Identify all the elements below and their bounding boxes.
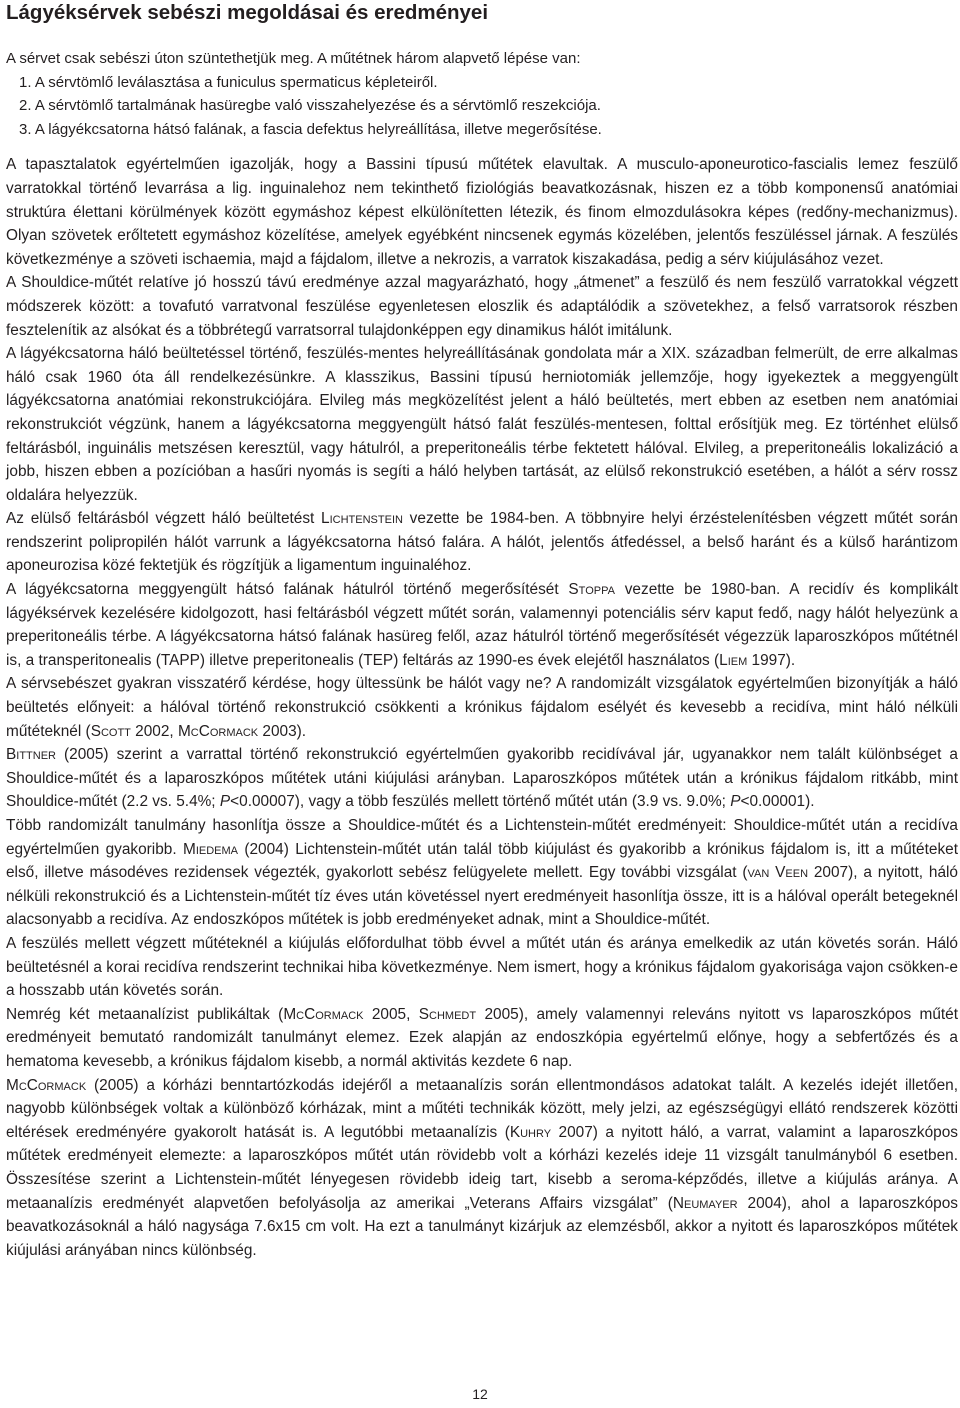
author-name: Miedema <box>183 840 238 858</box>
text-run: A tapasztalatok egyértelműen igazolják, hogy a Bassini típusú műtétek elavultak. A musculo-aponeurotico-fascialis lemez feszülő varratokkal történő levarrása a lig. inguinalehoz nem tekinthető fiziológiás beavatkozásnak, hiszen ez a több komponensű anatómiai struktúra élettani körülmények között egymáshoz képest elkülönítetten létezik, és finom elmozdulásokra képes (redőny-mechanizmus). Olyan szövetek erőltetett egymáshoz közelítése, amelyek egyébként nincsenek egymás közelében, jelentős feszüléssel járnak. A feszülés következménye a szöveti ischaemia, majd a fájdalom, illetve a nekrozis, a varratok kiszakadása, pedig a sérv kiújulásához vezet. <box>6 156 958 268</box>
paragraph <box>6 342 958 507</box>
text-run: <0.00001). <box>740 793 815 811</box>
author-name: Kuhry <box>509 1123 552 1141</box>
author-name: McCormack <box>177 722 259 740</box>
step-item: 3. A lágyékcsatorna hátsó falának, a fascia defektus helyreállítása, illetve megerősítése. <box>19 120 602 138</box>
author-name: Bittner <box>6 746 56 764</box>
text-run: (2005) szerint a varrattal történő rekonstrukció egyértelműen gyakoribb recidívával jár, ugyanakkor nem talált különbséget a Shouldice-műtét és a laparoszkópos műtétek utáni kiújulási arányban. Laparoszkópos műtétek után a krónikus fájdalom ritkább, mint Shouldice-műtét (2.2 vs. 5.4%; <box>6 746 958 811</box>
text-run: <0.00007), vagy a több feszülés mellett történő műtét után (3.9 vs. 9.0%; <box>230 793 731 811</box>
intro-section <box>6 47 958 141</box>
text-run: 2005, <box>363 1005 419 1023</box>
text-run: vezette be 1980-ban. A recidív és komplikált lágyéksérvek kezelésére kidolgozott, hasi feltárásból végzett műtét során, valamennyi potenciális sérv kaput fedő, nagy hálót helyezünk a preperitoneális térbe. A lágyékcsatorna hátsó falának hasüreg felől, azaz hátulról történő megerősítését végezzük laparoszkópos műtétnél is, a transperitonealis (TAPP) illetve preperitonealis (TEP) feltárás az 1990-es évek elejétől használatos ( <box>6 581 958 669</box>
steps-list <box>6 71 958 142</box>
text-run: A sérvsebészet gyakran visszatérő kérdése, hogy ültessünk be hálót vagy ne? A randomizált vizsgálatok egyértelműen bizonyítják a háló beültetés előnyeit: a hálóval történő rekonstrukció csökkenti a krónikus fájdalom esélyét és kevesebb a recidíva, mint háló nélküli műtéteknél ( <box>6 675 958 740</box>
text-run: 2007), a nyitott, háló nélküli rekonstrukció és a Lichtenstein-műtét tíz éves után követéssel nyert eredményeit hasonlítja össze, itt is a hálóval operált betegeknél alacsonyabb a recidíva. Az endoszkópos műtétek is jobb eredményeket adnak, mint a Shouldice-műtét. <box>6 864 958 929</box>
paragraph <box>6 672 958 743</box>
paragraph <box>6 1003 958 1074</box>
paragraph <box>6 814 958 932</box>
author-name: Schmedt <box>418 1005 477 1023</box>
text-run: Több randomizált tanulmány hasonlítja össze a Shouldice-műtét és a Lichtenstein-műtét eredményeit: Shouldice-műtét után a recidíva egyértelműen gyakoribb. <box>6 817 958 858</box>
text-run: A lágyékcsatorna háló beültetéssel történő, feszülés-mentes helyreállításának gondolata már a XIX. században felmerült, de erre alkalmas háló csak 1960 óta áll rendelkezésünkre. A klasszikus, Bassini típusú herniotomiák jellemzője, hogy igyekeztek a meggyengült lágyékcsatorna anatómiai rekonstrukciójára. Elvileg más megközelítést jelent a háló beültetés, mert ebben az esetben nem anatómiai rekonstrukciót végzünk, hanem a lágyékcsatorna meggyengült hátsó falát feszülés-mentesen, folttal erősítjük meg. Ez történhet elülső feltárásból, inguinális metszésen keresztül, vagy hátulról, a preperitoneális térbe fektetett hálóval. Elvileg, a preperitoneális lokalizáció a jobb, hiszen ebben a pozícióban a hasűri nyomás is segíti a háló helyben tartását, az elülső rekonstrukció esetében, a hálót a sérv rossz oldalára helyezzük. <box>6 345 958 504</box>
author-name: Lichtenstein <box>321 510 403 528</box>
text-run: 2002, <box>130 722 178 740</box>
text-run: 1997). <box>747 651 796 669</box>
text-run: Nemrég két metaanalízist publikáltak ( <box>6 1005 284 1023</box>
paragraph <box>6 932 958 1003</box>
body-text <box>6 153 958 1262</box>
step-item: 1. A sérvtömlő leválasztása a funiculus spermaticus képleteiről. <box>19 73 438 91</box>
text-run: 2004), ahol a laparoszkópos beavatkozásoknál a háló nagysága 7.6x15 cm volt. Ha ezt a tanulmányt kizárjuk az elemzésből, akkor a nyitott és laparoszkópos műtétek kiújulási arányában nincs különbség. <box>6 1194 958 1259</box>
paragraph <box>6 1074 958 1263</box>
author-name: McCormack <box>283 1005 364 1023</box>
p-value-symbol: P <box>219 793 231 811</box>
text-run: (2005) a kórházi benntartózkodás idejéről a metaanalízis során ellentmondásos adatokat talált. A kezelés idejét illetően, nagyobb különbségek voltak a különböző kórházak, mint a műtéti technikák között, mely jelzi, az egészségügyi ellátó rendszerek közötti eltérések eredményére gyakorolt hatását is. A legutóbbi metaanalízis ( <box>6 1076 958 1141</box>
text-run: 2003). <box>258 722 307 740</box>
intro-lead: A sérvet csak sebészi úton szüntethetjük meg. A műtétnek három alapvető lépése van: <box>6 50 581 67</box>
text-run: 2007) a nyitott háló, a varrat, valamint a laparoszkópos műtétek eredményeit elemezte: a laparoszkópos műtét után rövidebb volt a kórházi kezelés ideje 11 vizsgált tanulmányból 6 esetben. Összesítése szerint a Lichtenstein-műtét lényegesen rövidebb ideig tart, kisebb a seroma-képződés, illetve a kiújulás aránya. A metaanalízis eredményét alapvetően befolyásolja az amerikai „Veterans Affairs vizsgálat” ( <box>6 1123 958 1212</box>
step-item: 2. A sérvtömlő tartalmának hasüregbe való visszahelyezése és a sérvtömlő reszekciója. <box>19 97 601 115</box>
text-run: Az elülső feltárásból végzett háló beültetést <box>6 510 322 528</box>
paragraph <box>6 743 958 814</box>
p-value-symbol: P <box>730 793 741 811</box>
author-name: McCormack <box>6 1076 87 1094</box>
text-run: A lágyékcsatorna meggyengült hátsó falának hátulról történő megerősítését <box>6 581 569 599</box>
page-number: 12 <box>472 1386 488 1402</box>
author-name: Stoppa <box>568 581 615 599</box>
text-run: 2005), amely valamennyi releváns nyitott vs laparoszkópos műtét eredményeit bemutató randomizált tanulmányt elemez. Ezek alapján az endoszkópia egyértelmű előnye, hogy a sebfertőzés és a hematoma kevesebb, a krónikus fájdalom kisebb, a normál aktivitás kezdete 6 nap. <box>6 1005 959 1070</box>
text-run: A feszülés mellett végzett műtéteknél a kiújulás előfordulhat több évvel a műtét után és aránya emelkedik az után követés során. Háló beültetésnél a korai recidíva rendszerint technikai hiba következménye. Nem ismert, hogy a krónikus fájdalom gyakorisága vajon csökken-e a hosszabb után követés során. <box>6 934 958 1000</box>
page-title: Lágyéksérvek sebészi megoldásai és eredményei <box>6 1 489 24</box>
author-name: Neumayer <box>672 1194 738 1212</box>
author-name: Liem <box>719 651 748 669</box>
text-run: (2004) Lichtenstein-műtét után talál több kiújulást és gyakoribb a krónikus fájdalom is, itt a műtéteket első, illetve másodéves rezidensek végezték, gyakorlott sebész felügyelete mellett. Egy további vizsgálat ( <box>6 840 958 882</box>
paragraph <box>6 271 958 342</box>
paragraph <box>6 507 958 578</box>
document-page <box>6 0 958 1262</box>
author-name: van Veen <box>747 864 809 882</box>
author-name: Scott <box>90 722 131 740</box>
paragraph <box>6 153 958 271</box>
paragraph <box>6 578 958 672</box>
text-run: vezette be 1984-ben. A többnyire helyi érzéstelenítésben végzett műtét során rendszerint polipropilén hálót varrunk a lágyékcsatorna hátsó falára. A hálót, jelentős átfedéssel, a belső haránt és a külső harántizom aponeurozisa közé fektetjük és rögzítjük a ligamentum inguinaléhoz. <box>6 510 958 575</box>
text-run: A Shouldice-műtét relatíve jó hosszú távú eredménye azzal magyarázható, hogy „átmenet” a feszülő és nem feszülő varratokkal végzett módszerek között: a tovafutó varratvonal feszülése egyenletesen eloszlik és adaptálódik a szövetekhez, a felső varratsorok részben fesztelenítik az alsókat és a többrétegű varratsorral tulajdonképpen egy dinamikus hálót imitálunk. <box>6 274 958 339</box>
